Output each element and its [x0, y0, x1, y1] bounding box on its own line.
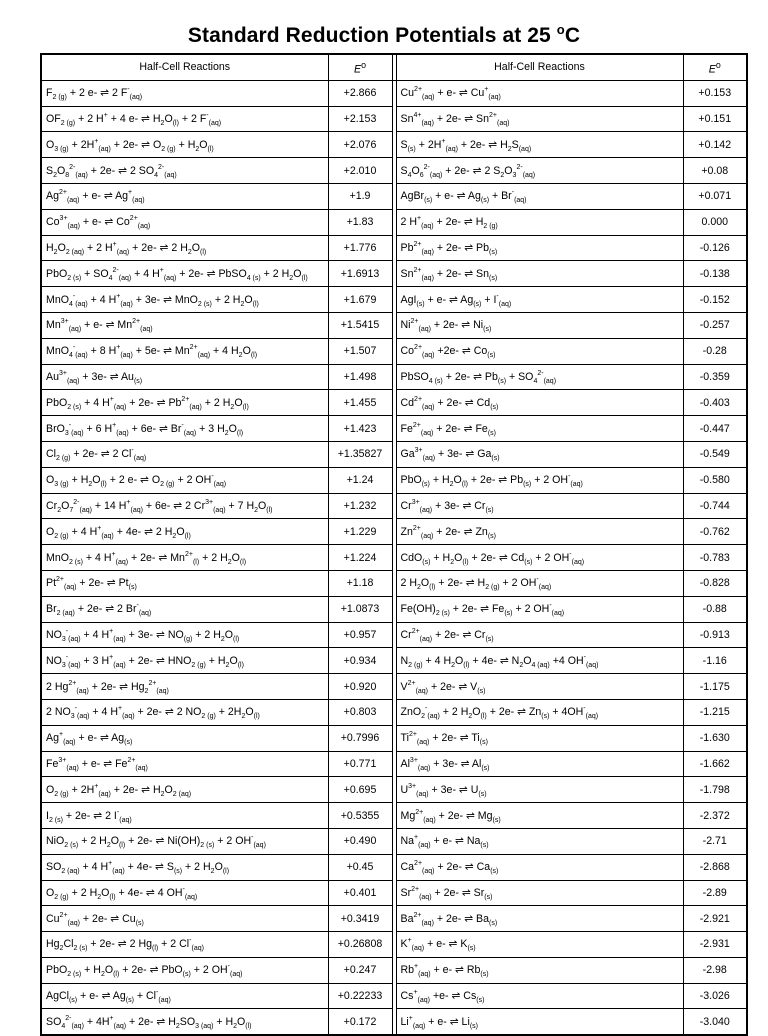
half-reaction-cell: $N_{2 (g)} + 4$ $H_2O_{(l)} + 4e-$ ⇌ $N_2O_{4 (aq)} +4$ $OH^-_{(aq)}$: [396, 648, 683, 674]
potential-cell: -0.359: [683, 364, 747, 390]
table-row: [41, 622, 747, 648]
potential-cell: -2.98: [683, 957, 747, 983]
potential-cell: -0.403: [683, 390, 747, 416]
table-row: [41, 648, 747, 674]
half-reaction-cell: $Pt^{2+}_{(aq)} + 2e-$ ⇌ $Pt_{(s)}$: [41, 570, 328, 596]
potential-cell: -0.88: [683, 596, 747, 622]
half-reaction-cell: $Cr_2O_7^{2-}_{(aq)} + 14$ $H^+_{(aq)} + 6e-$ ⇌ 2 $Cr^{3+}_{(aq)} + 7$ $H_2O_{(l)}$: [41, 493, 328, 519]
half-reaction-cell: $Co^{2+}_{(aq)} +2e-$ ⇌ $Co_{(s)}$: [396, 338, 683, 364]
potential-cell: -0.744: [683, 493, 747, 519]
table-row: [41, 235, 747, 261]
half-reaction-cell: $Hg_2Cl_{2 (s)} + 2e-$ ⇌ 2 $Hg_{(l)} + 2$ $Cl^-_{(aq)}$: [41, 932, 328, 958]
potential-cell: -0.913: [683, 622, 747, 648]
half-reaction-cell: $Ag^{2+}_{(aq)} + e-$ ⇌ $Ag^+_{(aq)}$: [41, 183, 328, 209]
potential-cell: 0.000: [683, 209, 747, 235]
header-potential-sup: o: [715, 60, 721, 71]
potential-cell: +1.507: [328, 338, 392, 364]
table-row: [41, 983, 747, 1009]
half-reaction-cell: 2 $H_2O_{(l)} + 2e-$ ⇌ $H_{2 (g)} + 2$ $OH^-_{(aq)}$: [396, 570, 683, 596]
half-reaction-cell: $Mg^{2+}_{(aq)} + 2e-$ ⇌ $Mg_{(s)}$: [396, 803, 683, 829]
potential-cell: -0.138: [683, 261, 747, 287]
table-row: [41, 880, 747, 906]
table-row: [41, 183, 747, 209]
potential-cell: +2.153: [328, 106, 392, 132]
half-reaction-cell: $Cu^{2+}_{(aq)} + 2e-$ ⇌ $Cu_{(s)}$: [41, 906, 328, 932]
table-row: [41, 751, 747, 777]
table-row: [41, 545, 747, 571]
header-potential-sup: o: [361, 60, 366, 71]
table-row: [41, 261, 747, 287]
potential-cell: +1.776: [328, 235, 392, 261]
half-reaction-cell: AgI$_{(s)}$ + e- ⇌ $Ag_{(s)} + I^-_{(aq)}$: [396, 287, 683, 313]
half-reaction-cell: MnO$_4$-$_{(aq)}$ + 4 $H^+_{(aq)} + 3e-$ ⇌ MnO$_{2 (s)}$ + 2 $H_2O_{(l)}$: [41, 287, 328, 313]
half-reaction-cell: $O_{2 (g)} + 2H^+_{(aq)} + 2e-$ ⇌ $H_2O_{2 (aq)}$: [41, 777, 328, 803]
header-potential-right: [683, 54, 747, 80]
half-reaction-cell: $Pb^{2+}_{(aq)} + 2e-$ ⇌ $Pb_{(s)}$: [396, 235, 683, 261]
table-row: [41, 158, 747, 184]
potential-cell: +0.151: [683, 106, 747, 132]
half-reaction-cell: $OF_{2 (g)} + 2$ H+ + 4 e- ⇌ $H_2O_{(l)} + 2$ $F^-_{(aq)}$: [41, 106, 328, 132]
table-body: [41, 80, 747, 1035]
half-reaction-cell: $Ca^{2+}_{(aq)} + 2e-$ ⇌ $Ca_{(s)}$: [396, 854, 683, 880]
potential-cell: -2.931: [683, 932, 747, 958]
table-header-row: [41, 54, 747, 80]
potential-cell: +0.401: [328, 880, 392, 906]
half-reaction-cell: $SO_4^{2-}_{(aq)} + 4H^+_{(aq)} + 2e-$ ⇌ $H_2SO_{3 (aq)} + H_2O_{(l)}$: [41, 1009, 328, 1035]
potential-cell: +0.247: [328, 957, 392, 983]
potential-cell: -1.630: [683, 725, 747, 751]
half-reaction-cell: BrO$_3$-$_{(aq)}$ + 6 $H^+_{(aq)} + 6e-$ ⇌ $Br^-_{(aq)} + 3$ $H_2O_{(l)}$: [41, 416, 328, 442]
potential-cell: -2.868: [683, 854, 747, 880]
half-reaction-cell: $Cd^{2+}_{(aq)} + 2e-$ ⇌ $Cd_{(s)}$: [396, 390, 683, 416]
half-reaction-cell: MnO$_4$-$_{(aq)}$ + 8 $H^+_{(aq)} + 5e-$ ⇌ $Mn^{2+}_{(aq)} + 4$ $H_2O_{(l)}$: [41, 338, 328, 364]
potential-cell: +0.26808: [328, 932, 392, 958]
potential-cell: +0.071: [683, 183, 747, 209]
potential-cell: +0.695: [328, 777, 392, 803]
half-reaction-cell: $V^{2+}_{(aq)} + 2e-$ ⇌ $V_{(s)}$: [396, 674, 683, 700]
potential-cell: +0.803: [328, 699, 392, 725]
table-row: [41, 906, 747, 932]
table-row: [41, 828, 747, 854]
reduction-potentials-table: [40, 53, 748, 1036]
potential-cell: +1.229: [328, 519, 392, 545]
potential-cell: -1.662: [683, 751, 747, 777]
half-reaction-cell: $Ni^{2+}_{(aq)} + 2e-$ ⇌ $Ni_{(s)}$: [396, 312, 683, 338]
half-reaction-cell: $O_{2 (g)} + 2$ $H_2O_{(l)} + 4e-$ ⇌ 4 $OH^-_{(aq)}$: [41, 880, 328, 906]
table-row: [41, 209, 747, 235]
half-reaction-cell: $Cr^{2+}_{(aq)} + 2e-$ ⇌ $Cr_{(s)}$: [396, 622, 683, 648]
potential-cell: +0.957: [328, 622, 392, 648]
table-row: [41, 777, 747, 803]
half-reaction-cell: ZnO$_2$-$_{(aq)}$ + 2 $H_2O_{(l)} + 2e-$ ⇌ $Zn_{(s)} + 4OH^-_{(aq)}$: [396, 699, 683, 725]
potential-cell: +1.679: [328, 287, 392, 313]
half-reaction-cell: $NO_3^-_{(aq)} + 3$ $H^+_{(aq)} + 2e-$ ⇌ $HNO_{2 (g)} + H_2O_{(l)}$: [41, 648, 328, 674]
potential-cell: +0.771: [328, 751, 392, 777]
table-row: [41, 80, 747, 106]
half-reaction-cell: $U^{3+}_{(aq)} + 3e-$ ⇌ $U_{(s)}$: [396, 777, 683, 803]
potential-cell: +1.498: [328, 364, 392, 390]
potential-cell: -0.152: [683, 287, 747, 313]
table-row: [41, 364, 747, 390]
potential-cell: +1.6913: [328, 261, 392, 287]
header-potential-left: [328, 54, 392, 80]
potential-cell: +1.5415: [328, 312, 392, 338]
half-reaction-cell: $PbO_{2 (s)} + H_2O_{(l)} + 2e-$ ⇌ PbO$_{(s)}$ + 2 $OH^-_{(aq)}$: [41, 957, 328, 983]
half-reaction-cell: AgCl$_{(s)}$ + e- ⇌ $Ag_{(s)} + Cl^-_{(aq)}$: [41, 983, 328, 1009]
potential-cell: +0.7996: [328, 725, 392, 751]
half-reaction-cell: $S_{(s)} + 2H^+_{(aq)} + 2e-$ ⇌ $H_2S_{(aq)}$: [396, 132, 683, 158]
half-reaction-cell: $F_{2 (g)} + 2$ e- ⇌ 2 $F^-_{(aq)}$: [41, 80, 328, 106]
half-reaction-cell: MnO$_{2 (s)}$ + 4 $H^+_{(aq)} + 2e-$ ⇌ $Mn^{2+}_{(l)} + 2$ $H_2O_{(l)}$: [41, 545, 328, 571]
potential-cell: +1.18: [328, 570, 392, 596]
half-reaction-cell: PbO$_{2 (s)}$ + 4 $H^+_{(aq)} + 2e-$ ⇌ $Pb^{2+}_{(aq)} + 2$ $H_2O_{(l)}$: [41, 390, 328, 416]
potential-cell: -0.28: [683, 338, 747, 364]
potential-cell: -2.71: [683, 828, 747, 854]
header-reaction-left: Half-Cell Reactions: [41, 54, 328, 80]
half-reaction-cell: $Au^{3+}_{(aq)} + 3e-$ ⇌ $Au_{(s)}$: [41, 364, 328, 390]
half-reaction-cell: $Ga^{3+}_{(aq)} + 3e-$ ⇌ $Ga_{(s)}$: [396, 441, 683, 467]
table-row: [41, 467, 747, 493]
half-reaction-cell: $Rb^+_{(aq)} + e-$ ⇌ $Rb_{(s)}$: [396, 957, 683, 983]
potential-cell: -2.89: [683, 880, 747, 906]
potential-cell: -0.783: [683, 545, 747, 571]
potential-cell: -1.215: [683, 699, 747, 725]
table-row: [41, 725, 747, 751]
potential-cell: +1.455: [328, 390, 392, 416]
potential-cell: +1.224: [328, 545, 392, 571]
table-row: [41, 106, 747, 132]
table-row: [41, 132, 747, 158]
half-reaction-cell: $Li^+_{(aq)} + e-$ ⇌ $Li_{(s)}$: [396, 1009, 683, 1035]
table-row: [41, 596, 747, 622]
half-reaction-cell: $K^+_{(aq)} + e-$ ⇌ $K_{(s)}$: [396, 932, 683, 958]
potential-cell: +0.920: [328, 674, 392, 700]
half-reaction-cell: $SO_{2 (aq)} + 4$ $H^+_{(aq)} + 4e-$ ⇌ $S_{(s)} + 2$ $H_2O_{(l)}$: [41, 854, 328, 880]
potential-cell: -0.762: [683, 519, 747, 545]
half-reaction-cell: $Mn^{3+}_{(aq)} + e-$ ⇌ $Mn^{2+}_{(aq)}$: [41, 312, 328, 338]
page-title: [0, 22, 768, 48]
potential-cell: +0.5355: [328, 803, 392, 829]
potential-cell: +1.24: [328, 467, 392, 493]
half-reaction-cell: $Cs^+_{(aq)} +e-$ ⇌ $Cs_{(s)}$: [396, 983, 683, 1009]
table-row: [41, 441, 747, 467]
half-reaction-cell: $Al^{3+}_{(aq)} + 3e-$ ⇌ $Al_{(s)}$: [396, 751, 683, 777]
half-reaction-cell: $Fe^{3+}_{(aq)} + e-$ ⇌ $Fe^{2+}_{(aq)}$: [41, 751, 328, 777]
half-reaction-cell: $I_{2 (s)} + 2e-$ ⇌ 2 $I^-_{(aq)}$: [41, 803, 328, 829]
potential-cell: +0.490: [328, 828, 392, 854]
half-reaction-cell: 2 $NO_3^-_{(aq)} + 4$ $H^+_{(aq)} + 2e-$ ⇌ 2 $NO_{2 (g)} + 2H_2O_{(l)}$: [41, 699, 328, 725]
half-reaction-cell: $Cu^{2+}_{(aq)} + e-$ ⇌ $Cu^+_{(aq)}$: [396, 80, 683, 106]
potential-cell: +2.866: [328, 80, 392, 106]
potential-cell: -1.175: [683, 674, 747, 700]
half-reaction-cell: $O_{2 (g)} + 4$ $H^+_{(aq)} + 4e-$ ⇌ 2 $H_2O_{(l)}$: [41, 519, 328, 545]
half-reaction-cell: $Sn^{2+}_{(aq)} + 2e-$ ⇌ $Sn_{(s)}$: [396, 261, 683, 287]
potential-cell: -0.447: [683, 416, 747, 442]
potential-cell: +1.232: [328, 493, 392, 519]
half-reaction-cell: $O_{3 (g)} + H_2O_{(l)} + 2$ e- ⇌ $O_{2 (g)} + 2$ $OH^-_{(aq)}$: [41, 467, 328, 493]
table-row: [41, 803, 747, 829]
potential-cell: +0.153: [683, 80, 747, 106]
potential-cell: -2.921: [683, 906, 747, 932]
potential-cell: -3.040: [683, 1009, 747, 1035]
page-title-main: Standard Reduction Potentials at 25: [187, 24, 557, 47]
half-reaction-cell: $Zn^{2+}_{(aq)} + 2e-$ ⇌ $Zn_{(s)}$: [396, 519, 683, 545]
header-reaction-right: Half-Cell Reactions: [396, 54, 683, 80]
half-reaction-cell: $CdO_{(s)} + H_2O_{(l)} + 2e-$ ⇌ $Cd_{(s)} + 2$ $OH^-_{(aq)}$: [396, 545, 683, 571]
potential-cell: +1.35827: [328, 441, 392, 467]
table-row: [41, 1009, 747, 1035]
half-reaction-cell: $Cr^{3+}_{(aq)} + 3e-$ ⇌ $Cr_{(s)}$: [396, 493, 683, 519]
half-reaction-cell: $Ba^{2+}_{(aq)} + 2e-$ ⇌ $Ba_{(s)}$: [396, 906, 683, 932]
half-reaction-cell: $PbO_{2 (s)} + SO_4^{2-}_{(aq)} + 4$ $H^+_{(aq)} + 2e-$ ⇌ PbSO$_{4 (s)}$ + 2 $H_2O_{(l)}$: [41, 261, 328, 287]
half-reaction-cell: $Sn^{4+}_{(aq)} + 2e-$ ⇌ $Sn^{2+}_{(aq)}$: [396, 106, 683, 132]
half-reaction-cell: $NO_3^-_{(aq)} + 4$ $H^+_{(aq)} + 3e-$ ⇌ $NO_{(g)} + 2$ $H_2O_{(l)}$: [41, 622, 328, 648]
table-row: [41, 416, 747, 442]
half-reaction-cell: $Ag^+_{(aq)} + e-$ ⇌ $Ag_{(s)}$: [41, 725, 328, 751]
potential-cell: -0.828: [683, 570, 747, 596]
half-reaction-cell: $PbO_{(s)} + H_2O_{(l)} + 2e-$ ⇌ $Pb_{(s)} + 2$ $OH^-_{(aq)}$: [396, 467, 683, 493]
half-reaction-cell: $S_2O_8^{2-}_{(aq)} + 2e-$ ⇌ 2 $SO_4^{2-}_{(aq)}$: [41, 158, 328, 184]
potential-cell: +1.0873: [328, 596, 392, 622]
potential-cell: -3.026: [683, 983, 747, 1009]
potential-cell: +2.010: [328, 158, 392, 184]
table-row: [41, 312, 747, 338]
table-row: [41, 932, 747, 958]
table-row: [41, 390, 747, 416]
half-reaction-cell: $Fe(OH)_{2 (s)} + 2e-$ ⇌ $Fe_{(s)} + 2$ $OH^-_{(aq)}$: [396, 596, 683, 622]
potential-cell: -0.257: [683, 312, 747, 338]
half-reaction-cell: 2 $H^+_{(aq)} + 2e-$ ⇌ $H_{2 (g)}$: [396, 209, 683, 235]
potential-cell: -1.798: [683, 777, 747, 803]
half-reaction-cell: $Na^+_{(aq)} + e-$ ⇌ $Na_{(s)}$: [396, 828, 683, 854]
half-reaction-cell: PbSO$_{4 (s)}$ + 2e- ⇌ $Pb_{(s)} + SO_4^{2-}_{(aq)}$: [396, 364, 683, 390]
potential-cell: +1.83: [328, 209, 392, 235]
half-reaction-cell: $Br_{2 (aq)} + 2e-$ ⇌ 2 $Br^-_{(aq)}$: [41, 596, 328, 622]
potential-cell: +0.3419: [328, 906, 392, 932]
half-reaction-cell: $Cl_{2 (g)} + 2e-$ ⇌ 2 $Cl^-_{(aq)}$: [41, 441, 328, 467]
potential-cell: -2.372: [683, 803, 747, 829]
half-reaction-cell: $S_4O_6^{2-}_{(aq)} + 2e-$ ⇌ 2 $S_2O_3^{2-}_{(aq)}$: [396, 158, 683, 184]
header-potential-symbol: E: [708, 63, 716, 76]
potential-cell: -0.126: [683, 235, 747, 261]
table-row: [41, 493, 747, 519]
potential-cell: +0.08: [683, 158, 747, 184]
half-reaction-cell: $Sr^{2+}_{(aq)} + 2e-$ ⇌ $Sr_{(s)}$: [396, 880, 683, 906]
potential-cell: +0.22233: [328, 983, 392, 1009]
half-reaction-cell: $O_{3 (g)} + 2H^+_{(aq)} + 2e-$ ⇌ $O_{2 (g)} + H_2O_{(l)}$: [41, 132, 328, 158]
table-row: [41, 338, 747, 364]
potential-cell: +2.076: [328, 132, 392, 158]
table-row: [41, 570, 747, 596]
potential-cell: +0.142: [683, 132, 747, 158]
table-row: [41, 854, 747, 880]
half-reaction-cell: $Fe^{2+}_{(aq)} + 2e-$ ⇌ $Fe_{(s)}$: [396, 416, 683, 442]
half-reaction-cell: 2 $Hg^{2+}_{(aq)} + 2e-$ ⇌ $Hg_2^{2+}_{(aq)}$: [41, 674, 328, 700]
potential-cell: -0.549: [683, 441, 747, 467]
potential-cell: -0.580: [683, 467, 747, 493]
header-potential-symbol: E: [354, 63, 362, 76]
half-reaction-cell: $H_2O_{2 (aq)} + 2$ $H^+_{(aq)} + 2e-$ ⇌ 2 $H_2O_{(l)}$: [41, 235, 328, 261]
potential-cell: +0.172: [328, 1009, 392, 1035]
page-title-unit: C: [564, 24, 581, 47]
table-row: [41, 957, 747, 983]
potential-cell: +1.423: [328, 416, 392, 442]
potential-cell: +1.9: [328, 183, 392, 209]
half-reaction-cell: NiO$_{2 (s)}$ + 2 $H_2O_{(l)} + 2e-$ ⇌ $Ni(OH)_{2 (s)} + 2$ $OH^-_{(aq)}$: [41, 828, 328, 854]
potential-cell: +0.934: [328, 648, 392, 674]
degree-symbol: o: [556, 22, 565, 37]
half-reaction-cell: $Ti^{2+}_{(aq)} + 2e-$ ⇌ $Ti_{(s)}$: [396, 725, 683, 751]
table-row: [41, 674, 747, 700]
half-reaction-cell: AgBr$_{(s)}$ + e- ⇌ $Ag_{(s)} + Br^-_{(aq)}$: [396, 183, 683, 209]
potential-cell: -1.16: [683, 648, 747, 674]
table-row: [41, 699, 747, 725]
potential-cell: +0.45: [328, 854, 392, 880]
half-reaction-cell: $Co^{3+}_{(aq)} + e-$ ⇌ $Co^{2+}_{(aq)}$: [41, 209, 328, 235]
table-row: [41, 287, 747, 313]
table-row: [41, 519, 747, 545]
